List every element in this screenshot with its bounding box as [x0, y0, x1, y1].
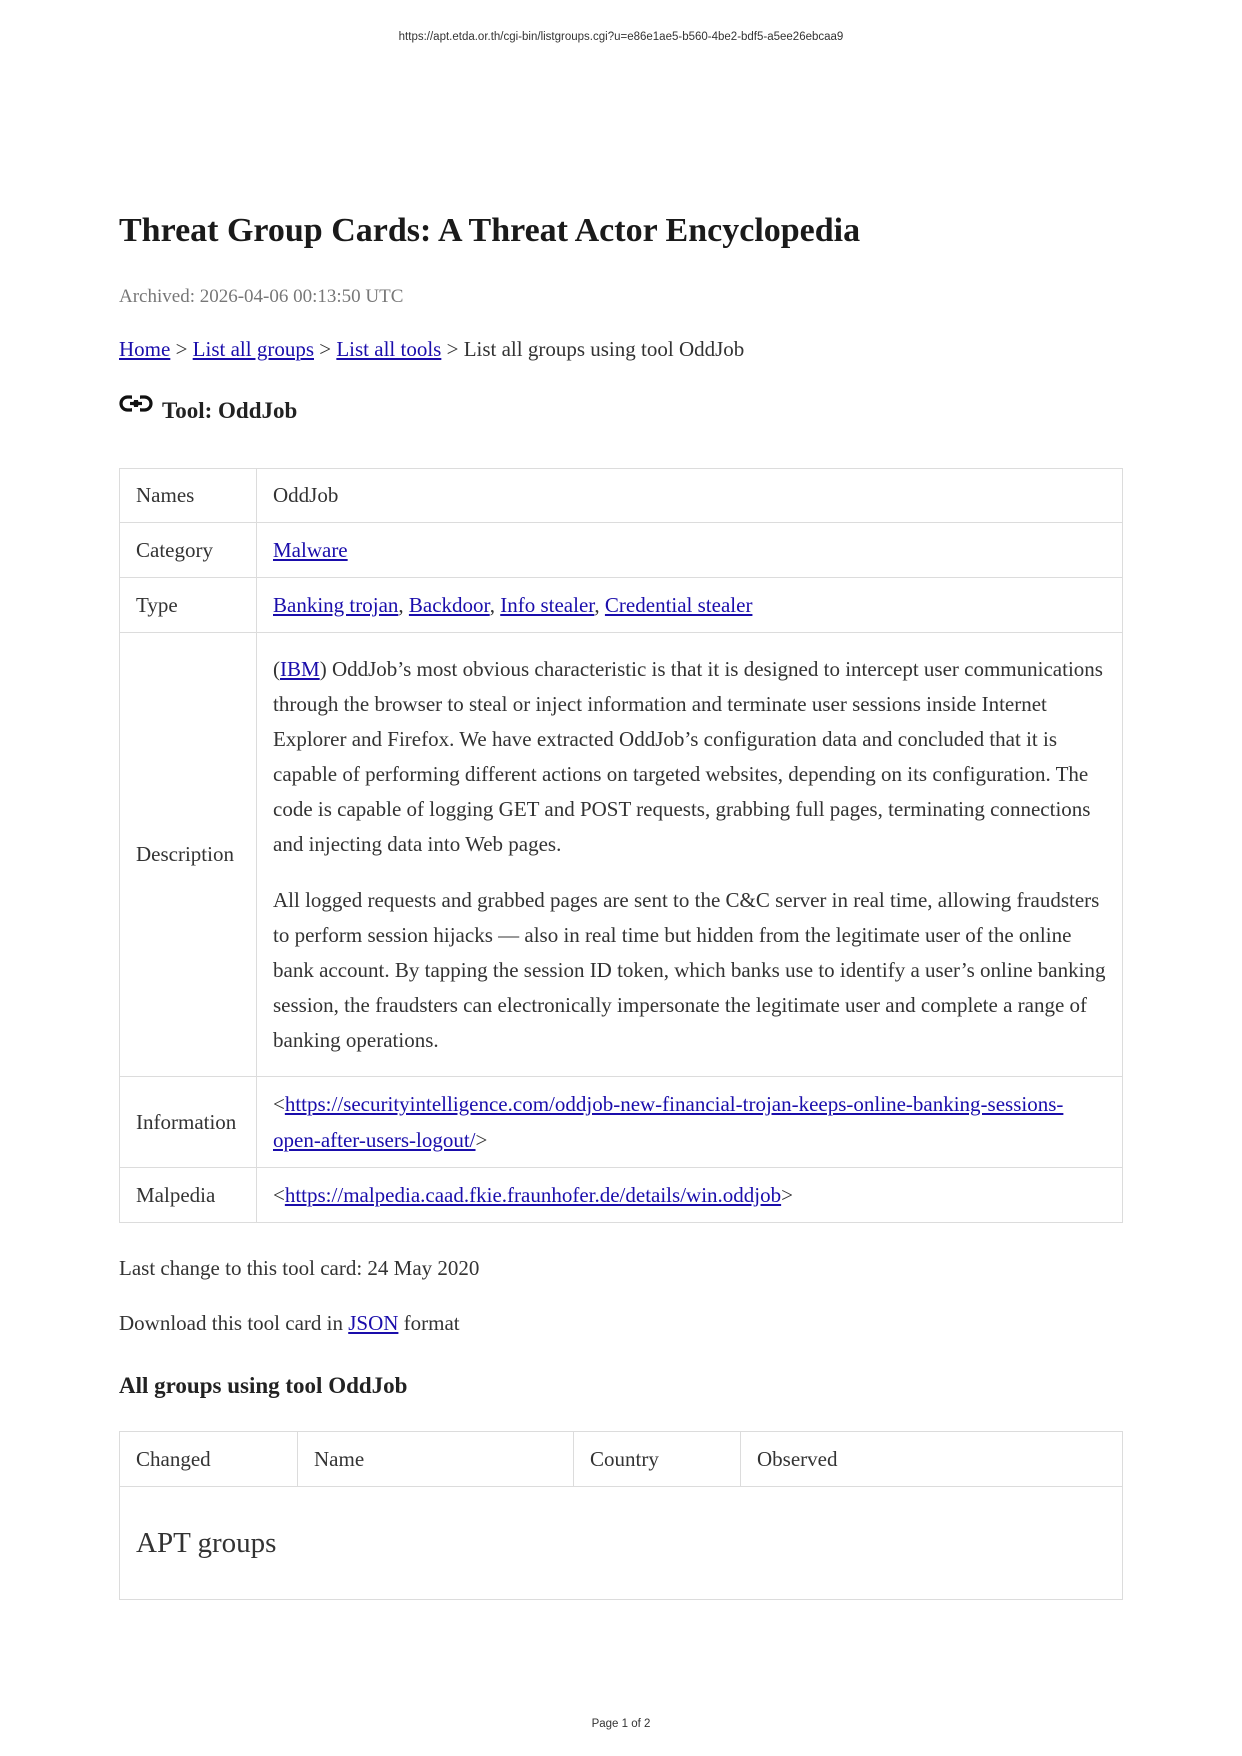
description-paragraph-1: (IBM) OddJob’s most obvious characteristic is that it is designed to intercept user communications through the browser to steal or inject information and terminate user sessions inside Internet Explorer and Firefox. We have extracted OddJob’s configuration data and concluded that it is capable of performing different actions on targeted websites, depending on its configuration. The code is capable of logging GET and POST requests, grabbing full pages, terminating connections and injecting data into Web pages.	[273, 656, 1103, 856]
apt-groups-section: APT groups	[120, 1487, 1123, 1600]
type-credential-stealer-link[interactable]: Credential stealer	[604, 592, 753, 617]
last-change-text: Last change to this tool card: 24 May 2020	[119, 1256, 480, 1280]
column-header-name: Name	[298, 1432, 574, 1487]
archived-timestamp: Archived: 2026-04-06 00:13:50 UTC	[119, 286, 404, 307]
table-row	[120, 523, 1123, 578]
description-paragraph-2: All logged requests and grabbed pages are sent to the C&C server in real time, allowing fraudsters to perform session hijacks — also in real time but hidden from the legitimate user of the online bank account. By tapping the session ID token, which banks use to identify a user’s online banking session, the fraudsters can electronically impersonate the legitimate user and complete a range of banking operations.	[273, 887, 1106, 1052]
column-header-country: Country	[574, 1432, 741, 1487]
download-json-link[interactable]: JSON	[348, 1311, 399, 1335]
tool-heading	[119, 398, 297, 424]
names-value: OddJob	[257, 469, 1123, 523]
type-separator: ,	[489, 592, 495, 617]
table-row	[120, 1487, 1123, 1600]
page-url: https://apt.etda.or.th/cgi-bin/listgroups.cgi?u=e86e1ae5-b560-4be2-bdf5-a5ee26ebcaa9	[398, 31, 844, 43]
row-label: Type	[120, 578, 257, 633]
breadcrumb-separator: >	[446, 337, 459, 361]
breadcrumb-separator: >	[175, 337, 188, 361]
description-source-link[interactable]: IBM	[280, 656, 320, 681]
page-title: Threat Group Cards: A Threat Actor Encyclopedia	[119, 212, 861, 249]
description-text-1: OddJob’s most obvious characteristic is that it is designed to intercept user communications through the browser to steal or inject information and terminate user sessions inside Internet Explorer and Firefox. We have extracted OddJob’s configuration data and concluded that it is capable of performing different actions on targeted websites, depending on its configuration. The code is capable of logging GET and POST requests, grabbing full pages, terminating connections and injecting data into Web pages.	[273, 656, 1103, 856]
table-row	[120, 1077, 1123, 1168]
type-value	[257, 578, 1123, 633]
breadcrumb	[119, 337, 744, 362]
tool-card-table	[119, 468, 1123, 1223]
breadcrumb-list-tools-link[interactable]: List all tools	[336, 337, 442, 361]
tool-heading-text: Tool: OddJob	[162, 398, 298, 423]
groups-table	[119, 1431, 1123, 1600]
type-backdoor-link[interactable]: Backdoor	[408, 592, 490, 617]
breadcrumb-separator: >	[319, 337, 332, 361]
category-malware-link[interactable]: Malware	[273, 537, 348, 562]
download-line: Download this tool card in JSON format	[119, 1311, 460, 1335]
row-label: Information	[120, 1077, 257, 1168]
page-footer: Page 1 of 2	[591, 1718, 651, 1730]
column-header-observed: Observed	[741, 1432, 1123, 1487]
breadcrumb-current: List all groups using tool OddJob	[463, 337, 745, 361]
column-header-changed: Changed	[120, 1432, 298, 1487]
type-separator: ,	[398, 592, 404, 617]
groups-heading: All groups using tool OddJob	[119, 1373, 408, 1398]
table-row	[120, 633, 1123, 1077]
row-label: Description	[120, 633, 257, 1077]
row-label: Malpedia	[120, 1168, 257, 1223]
table-row	[120, 578, 1123, 633]
type-separator: ,	[594, 592, 600, 617]
description-value	[257, 633, 1123, 1077]
breadcrumb-list-groups-link[interactable]: List all groups	[192, 337, 314, 361]
breadcrumb-home-link[interactable]: Home	[119, 337, 171, 361]
malpedia-link[interactable]: https://malpedia.caad.fkie.fraunhofer.de/details/win.oddjob	[284, 1182, 782, 1207]
malpedia-value: <https://malpedia.caad.fkie.fraunhofer.de/details/win.oddjob>	[257, 1168, 1123, 1223]
link-icon	[119, 392, 153, 418]
table-header-row	[120, 1432, 1123, 1487]
row-label: Category	[120, 523, 257, 578]
information-link[interactable]: https://securityintelligence.com/oddjob-new-financial-trojan-keeps-online-banking-sessions-open-after-users-logout/	[273, 1092, 1064, 1152]
type-banking-trojan-link[interactable]: Banking trojan	[273, 592, 399, 617]
table-row	[120, 469, 1123, 523]
table-row	[120, 1168, 1123, 1223]
type-info-stealer-link[interactable]: Info stealer	[500, 592, 595, 617]
category-value	[257, 523, 1123, 578]
row-label: Names	[120, 469, 257, 523]
information-value: <https://securityintelligence.com/oddjob-new-financial-trojan-keeps-online-banking-sessions-open-after-users-logout/>	[257, 1077, 1123, 1168]
